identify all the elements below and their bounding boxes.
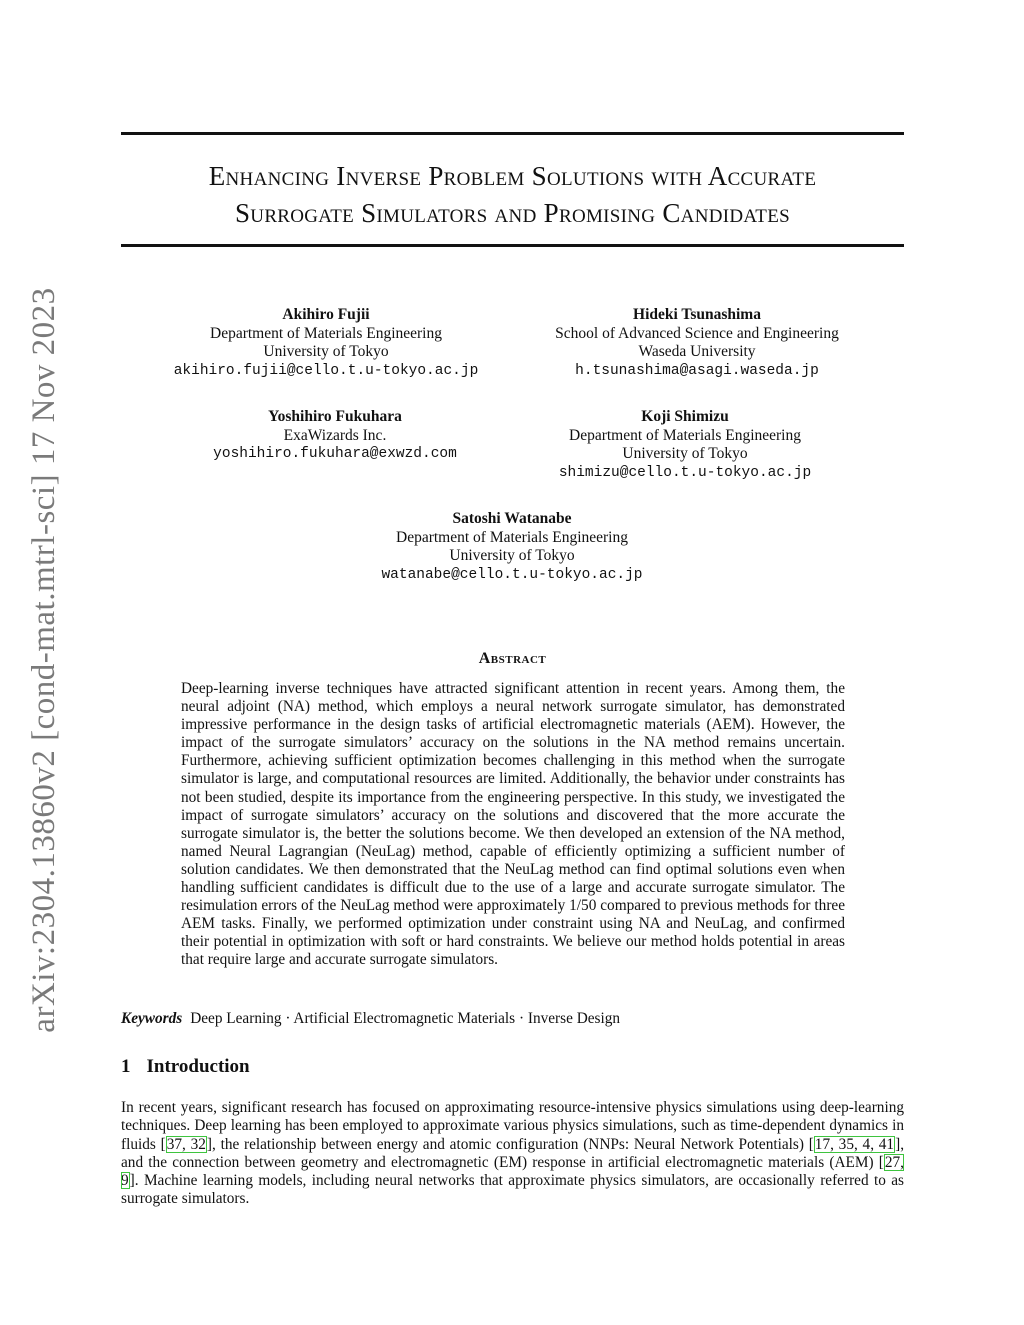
author-affiliation: University of Tokyo: [449, 547, 575, 564]
abstract-heading: Abstract: [478, 650, 547, 667]
intro-text: In recent years, significant research has focused on approximating resource-intensive physics simulations using deep-learning techniques. Deep learning has been employed to approximate various physics simulations, such as time-dependent dynamics in fluids [: [121, 1099, 904, 1153]
title-top-rule: [121, 132, 904, 135]
title-bottom-rule: [121, 244, 904, 247]
author-affiliation: School of Advanced Science and Engineering: [555, 324, 839, 342]
title-line-2: Surrogate Simulators and Promising Candidates: [234, 198, 790, 228]
citation-link[interactable]: 37, 32: [166, 1135, 206, 1153]
author-affiliation: Department of Materials Engineering: [210, 324, 442, 342]
intro-text: ], the relationship between energy and atomic configuration (NNPs: Neural Network Potentials) [: [206, 1135, 814, 1153]
author-affiliation: Waseda University: [638, 343, 756, 360]
section-heading: [121, 1056, 250, 1078]
keywords-label: Keywords: [121, 1010, 183, 1027]
arxiv-identifier: arXiv:2304.13860v2 [cond-mat.mtrl-sci] 17 Nov 2023: [26, 287, 62, 1033]
citation-link[interactable]: 17, 35, 4, 41: [814, 1135, 895, 1153]
author-affiliation: University of Tokyo: [622, 445, 748, 462]
intro-paragraph: [121, 1099, 904, 1209]
abstract-text: Deep-learning inverse techniques have attracted significant attention in recent years. Among them, the neural adjoint (NA) method, which employs a neural network surrogate simulator, has demonstrated impressive performance in the design tasks of artificial electromagnetic materials (AEM). However, the impact of the surrogate simulators’ accuracy on the solutions in the NA method remains uncertain. Furthermore, achieving sufficient optimization becomes challenging in this method when the surrogate simulator is large, and computational resources are limited. Additionally, the behavior under constraints has not been studied, despite its importance from the engineering perspective. In this study, we investigated the impact of surrogate simulators’ accuracy on the solutions and discovered that the more accurate the surrogate simulator is, the better the solutions become. We then developed an extension of the NA method, named Neural Lagrangian (NeuLag) method, capable of efficiently optimizing a sufficient number of solution candidates. We then demonstrated that the NeuLag method can find optimal solutions even when handling sufficient candidates is difficult due to the use of a large and accurate surrogate simulator. The resimulation errors of the NeuLag method were approximately 1/50 compared to previous methods for three AEM tasks. Finally, we performed optimization under constraint using NA and NeuLag, and confirmed their potential in optimization with soft or hard constraints. We believe our method holds potential in areas that require large and accurate surrogate simulators.: [181, 680, 845, 969]
author-affiliation: ExaWizards Inc.: [283, 426, 387, 444]
author-name: Yoshihiro Fukuhara: [268, 408, 402, 425]
author-email[interactable]: h.tsunashima@asagi.waseda.jp: [575, 362, 819, 379]
keywords-text: Deep Learning · Artificial Electromagnetic Materials · Inverse Design: [190, 1010, 621, 1027]
title-line-1: Enhancing Inverse Problem Solutions with Accurate: [208, 161, 817, 191]
author-block-2: [517, 306, 877, 380]
author-name: Satoshi Watanabe: [452, 510, 572, 527]
author-name: Koji Shimizu: [641, 408, 729, 425]
author-email[interactable]: yoshihiro.fukuhara@exwzd.com: [213, 446, 457, 462]
author-block-5: [312, 510, 712, 584]
author-block-3: [121, 408, 549, 464]
author-email[interactable]: watanabe@cello.t.u-tokyo.ac.jp: [381, 566, 643, 583]
author-email[interactable]: akihiro.fujii@cello.t.u-tokyo.ac.jp: [173, 362, 479, 379]
author-name: Akihiro Fujii: [282, 306, 370, 323]
author-affiliation: Department of Materials Engineering: [396, 528, 628, 546]
author-affiliation: University of Tokyo: [263, 343, 389, 360]
keywords-line: [121, 1010, 904, 1028]
author-email[interactable]: shimizu@cello.t.u-tokyo.ac.jp: [558, 464, 812, 481]
section-title: Introduction: [146, 1056, 250, 1077]
author-block-4: [517, 408, 853, 482]
intro-text: ]. Machine learning models, including neural networks that approximate physics simulators, are occasionally referred to as surrogate simulators.: [121, 1172, 904, 1208]
citation-link[interactable]: 27, 9: [121, 1153, 904, 1190]
paper-title: [121, 158, 904, 232]
author-name: Hideki Tsunashima: [633, 306, 761, 323]
author-affiliation: Department of Materials Engineering: [569, 426, 801, 444]
author-block-1: [121, 306, 531, 380]
section-number: 1: [121, 1056, 131, 1077]
intro-text: ], and the connection between geometry and electromagnetic (EM) response in artificial electromagnetic materials (AEM) [: [121, 1135, 905, 1171]
